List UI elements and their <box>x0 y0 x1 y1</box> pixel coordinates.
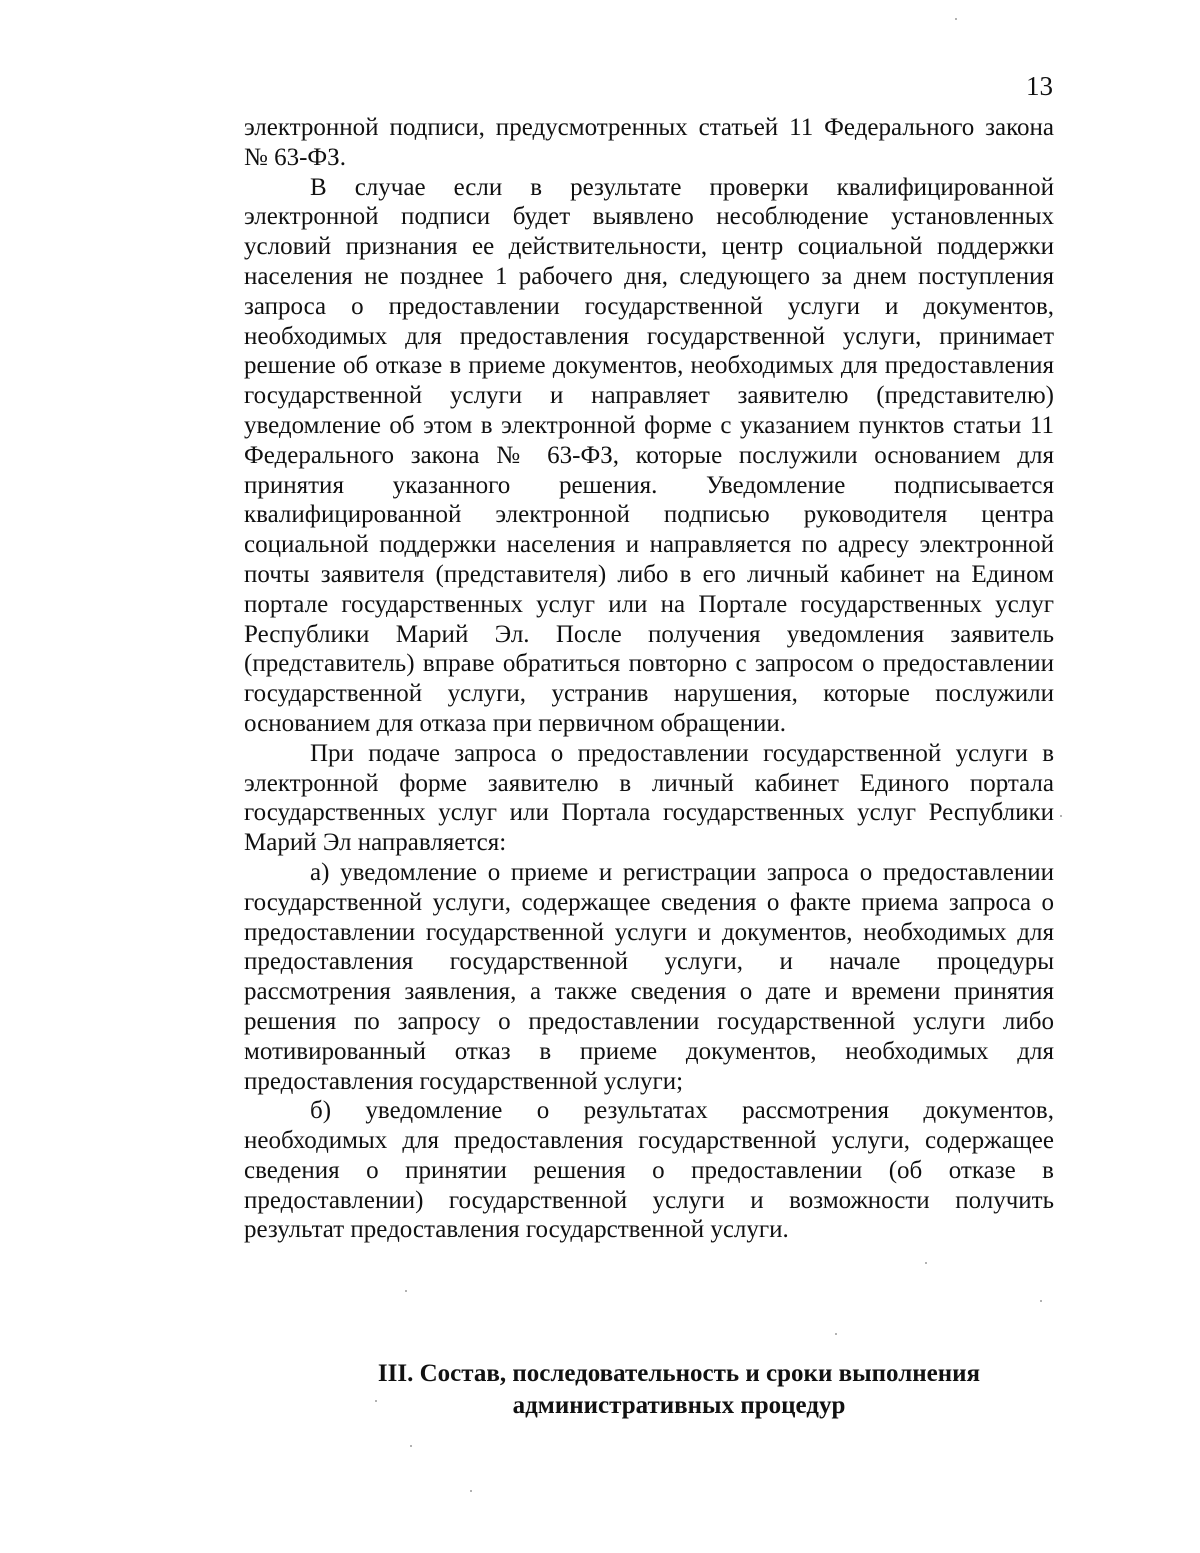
paragraph-3: При подаче запроса о предоставлении государственной услуги в электронной форме заявителю в личный кабинет Единого портала государственных услуг или Портала государственных услуг Республики Марий Эл направляется: <box>244 739 1054 857</box>
paragraph-2: В случае если в результате проверки квалифицированной электронной подписи будет выявлено несоблюдение установленных условий признания ее действительности, центр социальной поддержки населения не позднее 1 рабочего дня, следующего за днем поступления запроса о предоставлении государственной услуги и документов, необходимых для предоставления государственной услуги, принимает решение об отказе в приеме документов, необходимых для предоставления государственной услуги и направляет заявителю (представителю) уведомление об этом в электронной форме с указанием пунктов статьи 11 Федерального закона № 63-ФЗ, которые послужили основанием для принятия указанного решения. Уведомление подписывается квалифицированной электронной подписью руководителя центра социальной поддержки населения и направляется по адресу электронной почты заявителя (представителя) либо в его личный кабинет на Едином портале государственных услуг или на Портале государственных услуг Республики Марий Эл. После получения уведомления заявитель (представитель) вправе обратиться повторно с запросом о предоставлении государственной услуги, устранив нарушения, которые послужили основанием для отказа при первичном обращении. <box>244 173 1054 737</box>
section-heading-line-2: административных процедур <box>512 1392 846 1419</box>
scan-speck <box>955 18 957 20</box>
scan-speck <box>470 1490 472 1492</box>
section-heading <box>244 1358 1114 1422</box>
scan-speck <box>375 1400 377 1402</box>
page-number: 13 <box>1026 71 1053 101</box>
scan-speck <box>1040 1300 1042 1302</box>
paragraph-5-item-b: б) уведомление о результатах рассмотрения документов, необходимых для предоставления государственной услуги, содержащее сведения о принятии решения о предоставлении (об отказе в предоставлении) государственной услуги и возможности получить результат предоставления государственной услуги. <box>244 1097 1054 1244</box>
paragraph-1: электронной подписи, предусмотренных статьей 11 Федерального закона № 63-ФЗ. <box>244 114 1054 171</box>
scan-speck <box>925 1262 927 1264</box>
scan-speck <box>410 1445 412 1447</box>
scan-speck <box>1060 815 1062 817</box>
section-heading-line-1: III. Состав, последовательность и сроки выполнения <box>377 1360 981 1387</box>
scan-speck <box>405 1290 407 1292</box>
body-text <box>244 113 1054 1245</box>
paragraph-4-item-a: а) уведомление о приеме и регистрации запроса о предоставлении государственной услуги, содержащее сведения о факте приема запроса о предоставлении государственной услуги и документов, необходимых для предоставления государственной услуги, и начале процедуры рассмотрения заявления, а также сведения о дате и времени принятия решения по запросу о предоставлении государственной услуги либо мотивированный отказ в приеме документов, необходимых для предоставления государственной услуги; <box>244 858 1054 1095</box>
scan-speck <box>835 1333 837 1335</box>
